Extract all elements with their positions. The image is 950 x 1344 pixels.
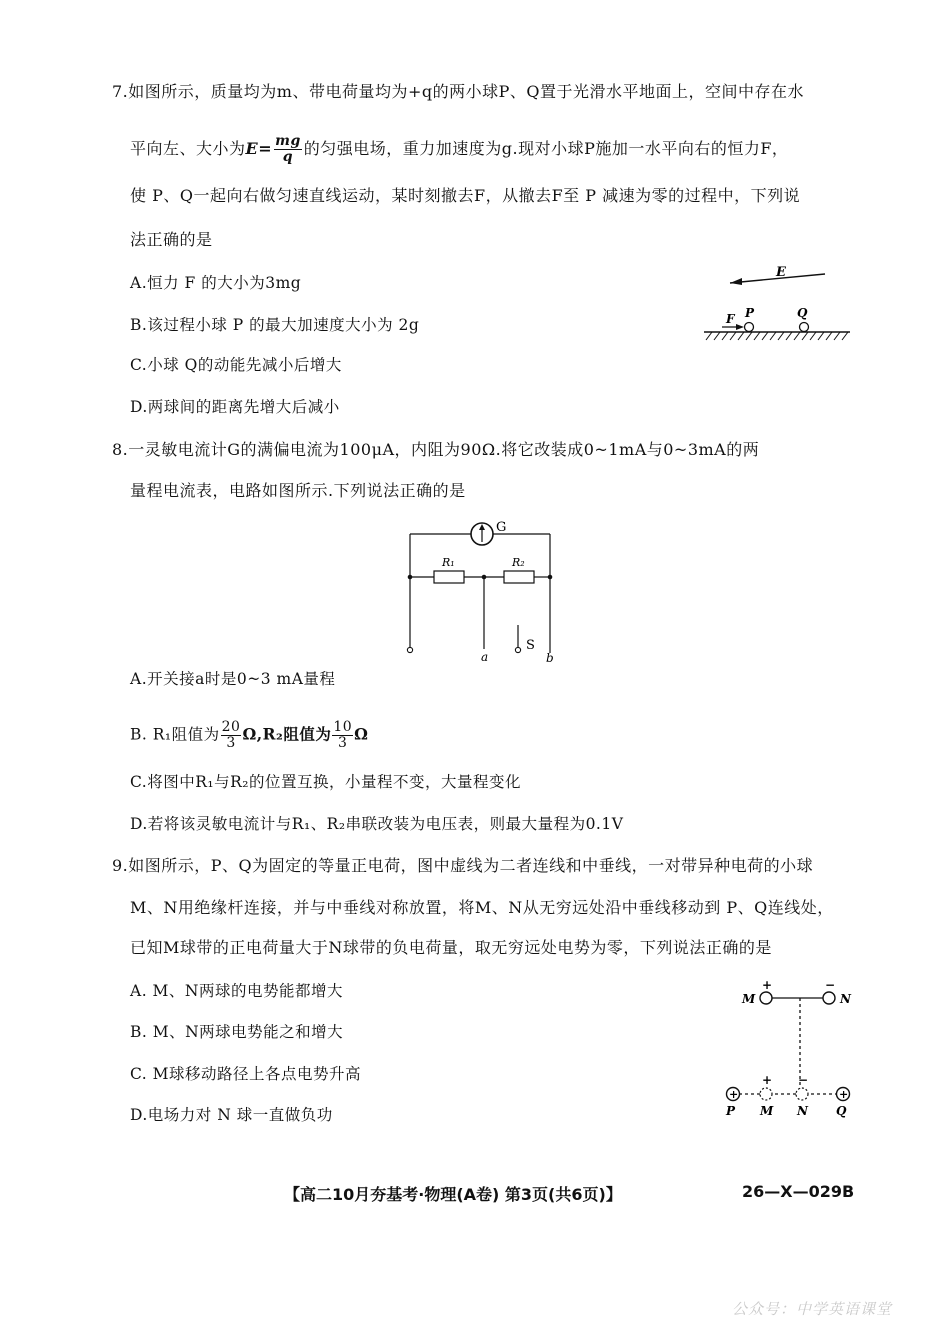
- q9-line-1: 9.如图所示，P、Q为固定的等量正电荷，图中虚线为二者连线和中垂线，一对带异种电荷的小球: [112, 856, 814, 875]
- q9-option-c: C. M球移动路径上各点电势升高: [130, 1065, 362, 1083]
- q9-option-a: A. M、N两球的电势能都增大: [130, 982, 343, 1000]
- q8-circuit-figure: [400, 515, 580, 665]
- q-label: Q: [797, 306, 808, 320]
- e-field-fraction: $\frac{mg}{q}$: [275, 133, 301, 165]
- svg-text:+: +: [762, 978, 773, 992]
- r2-value-fraction: $\frac{10}{3}$: [333, 719, 353, 751]
- resistor-r1: [434, 571, 464, 583]
- q9-figure: [718, 972, 858, 1122]
- ball-q: [800, 323, 809, 332]
- ball-m-bottom: [760, 1088, 772, 1100]
- exam-code: 26—X—029B: [742, 1182, 855, 1201]
- svg-text:−: −: [798, 1073, 809, 1087]
- q9-line-3: 已知M球带的正电荷量大于N球带的负电荷量，取无穷远处电势为零，下列说法正确的是: [130, 938, 772, 957]
- q7-option-b: B.该过程小球 P 的最大加速度大小为 2g: [130, 316, 420, 334]
- svg-text:+: +: [839, 1088, 849, 1101]
- q9-line-2: M、N用绝缘杆连接，并与中垂线对称放置，将M、N从无穷远处沿中垂线移动到 P、Q连线处，: [130, 898, 834, 917]
- q8-option-a: A.开关接a时是0~3 mA量程: [130, 670, 336, 688]
- watermark: 公众号：中学英语课堂: [732, 1300, 893, 1318]
- q7-line-1: 7.如图所示，质量均为m、带电荷量均为+q的两小球P、Q置于光滑水平地面上，空间中存在水: [112, 82, 804, 101]
- resistor-r2: [504, 571, 534, 583]
- q8-option-b: B. R₁阻值为 $\frac{20}{3}$ Ω,R₂阻值为 $\frac{10}{3}$ Ω: [130, 719, 369, 751]
- g-label: G: [496, 520, 507, 535]
- p-label: P: [726, 1104, 736, 1118]
- m-label-bottom: M: [760, 1104, 774, 1118]
- svg-text:−: −: [825, 978, 836, 992]
- q8-option-d: D.若将该灵敏电流计与R₁、R₂串联改装为电压表，则最大量程为0.1V: [130, 815, 624, 833]
- q7-line-4: 法正确的是: [130, 230, 213, 249]
- q8-option-c: C.将图中R₁与R₂的位置互换，小量程不变，大量程变化: [130, 773, 522, 791]
- q7-line-2: 平向左、大小为E= $\frac{mg}{q}$ 的匀强电场，重力加速度为g.现对小球P施加一水平向右的恒力F，: [130, 133, 789, 165]
- a-label: a: [481, 650, 489, 664]
- e-field-arrowhead: [730, 278, 742, 285]
- q-label: Q: [836, 1104, 847, 1118]
- n-label-bottom: N: [797, 1104, 808, 1118]
- p-label: P: [745, 306, 755, 320]
- r2-label: R₂: [512, 556, 525, 569]
- b-label: b: [546, 651, 554, 665]
- q9-option-d: D.电场力对 N 球一直做负功: [130, 1106, 333, 1124]
- q8-line-1: 8.一灵敏电流计G的满偏电流为100μA，内阻为90Ω.将它改装成0~1mA与0~3mA的两: [112, 440, 760, 459]
- f-label: F: [726, 312, 735, 326]
- svg-text:+: +: [729, 1088, 739, 1101]
- ball-p: [745, 323, 754, 332]
- r1-label: R₁: [442, 556, 455, 569]
- page-footer: 【高二10月夯基考·物理(A卷) 第3页(共6页)】: [284, 1185, 622, 1204]
- n-label-top: N: [840, 992, 851, 1006]
- ball-m-top: [760, 992, 772, 1004]
- q7-figure: [700, 262, 860, 342]
- terminal-left: [407, 647, 412, 652]
- ball-n-top: [823, 992, 835, 1004]
- q7-option-c: C.小球 Q的动能先减小后增大: [130, 356, 342, 374]
- ball-n-bottom: [796, 1088, 808, 1100]
- s-label: S: [526, 638, 535, 653]
- force-arrowhead: [736, 324, 744, 330]
- q7-line-3: 使 P、Q一起向右做匀速直线运动，某时刻撤去F，从撤去F至 P 减速为零的过程中，下列说: [130, 186, 801, 205]
- q7-option-d: D.两球间的距离先增大后减小: [130, 398, 340, 416]
- r1-value-fraction: $\frac{20}{3}$: [221, 719, 241, 751]
- q9-option-b: B. M、N两球电势能之和增大: [130, 1023, 344, 1041]
- q7-option-a: A.恒力 F 的大小为3mg: [130, 274, 302, 292]
- svg-text:+: +: [762, 1073, 773, 1087]
- switch-s: [515, 647, 520, 652]
- q8-line-2: 量程电流表，电路如图所示.下列说法正确的是: [130, 481, 466, 500]
- e-label: E: [776, 265, 786, 280]
- m-label-top: M: [742, 992, 756, 1006]
